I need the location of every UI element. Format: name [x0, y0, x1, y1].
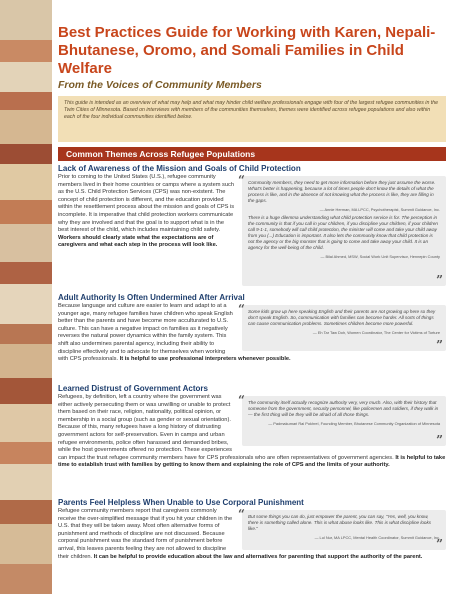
key-takeaway: Workers should clearly state what the expectations are of caregivers and what each step in the process will look like. [58, 234, 218, 249]
section-corporal-punishment [58, 498, 446, 561]
quote-text: Some kids grow up here speaking English and their parents are not growing up here so they don't speak English. So, communication with families can become harder. All sorts of things can cause communication problems. Sometimes children become more powerful. [248, 309, 436, 326]
section-heading: Adult Authority Is Often Undermined After Arrival [58, 293, 245, 302]
quote-box [238, 302, 446, 352]
open-quote-icon: “ [238, 393, 245, 407]
body-text: Refugee community members report that caregivers commonly receive the over-simplified message that if you hit your children in the U.S. that they will be taken away. Most often alternative forms of punishment and methods of discipline are not discussed. Because corporal punishment was the standard form of punishment before arrival, this leaves parents feeling they are not allowed to discipline their children. [58, 508, 233, 560]
key-takeaway: It is helpful to use professional interpreters whenever possible. [119, 356, 291, 363]
intro-box: This guide is intended as an overview of what may help and what may hinder child welfare professionals engage with four of the largest refugee communities in the Twin Cities of Minnesota. Based on interviews with members of the communities themselves, themes were identified across refugee populations and also within each of the four individual communities identified below. [58, 96, 446, 142]
open-quote-icon: “ [238, 173, 245, 187]
section-heading: Learned Distrust of Government Actors [58, 384, 208, 393]
quote-box [238, 393, 446, 447]
section-heading: Parents Feel Helpless When Unable to Use Corporal Punishment [58, 498, 304, 507]
section-awareness [58, 164, 446, 288]
section-distrust [58, 384, 446, 470]
close-quote-icon: ” [436, 537, 443, 551]
key-takeaway: It can be helpful to provide education about the law and alternatives for parenting that support the authority of the parent. [93, 553, 423, 560]
quote-attribution: — Padmakumari Rai Pokhrel, Founding Member, Bhutanese Community Organization of Minnesota [268, 421, 440, 426]
open-quote-icon: “ [238, 302, 245, 316]
page-subtitle: From the Voices of Community Members [58, 79, 262, 91]
quote-text: The community itself actually recognize authority very, very much. Also, with their history that someone from the government, security personnel, like policemen and soldiers, if they walk in — the first thing will be they will be afraid of all those things. [248, 400, 439, 417]
close-quote-icon: ” [436, 433, 443, 447]
close-quote-icon: ” [436, 273, 443, 287]
key-takeaway: It is helpful to take time to establish trust with families by getting to know them and explaining the role of CPS and the limits of your authority. [58, 454, 446, 469]
open-quote-icon: “ [238, 507, 245, 521]
decorative-stripe-band [0, 0, 52, 594]
page-content [58, 0, 446, 594]
quote-attribution: — Lul Nur, MA LPCC, Mental Health Coordinator, Summit Guidance, Inc. [314, 535, 440, 540]
quote-attribution: — Annie Herman, MA LPCC, Psychotherapist, Summit Guidance, Inc. [319, 207, 440, 212]
quote-box [238, 507, 446, 551]
section-heading: Lack of Awareness of the Mission and Goals of Child Protection [58, 164, 301, 173]
section-banner: Common Themes Across Refugee Populations [58, 147, 446, 161]
page-title: Best Practices Guide for Working with Karen, Nepali-Bhutanese, Oromo, and Somali Families in Child Welfare [58, 24, 436, 77]
quote-text: There is a huge dilemma understanding what child protection service is for. The perception in the community is that if you call in your children, if you discipline your children, if your children call 9-1-1, somebody will call child protection, the minister will come and take your child away from you (...) Education is important. It also lets the community know that child protection is not the agency or the big monster that is going to come and take away your child. It is an agency for the well-being of the child. [248, 215, 438, 250]
close-quote-icon: ” [436, 338, 443, 352]
body-text: Refugees, by definition, left a country where the government was either actively persecuting them or was unwilling or unable to protect them based on their race, religion, nationality, political opinion, or membership in a social group (such as gender or sexual orientation). Because of this, many refugees have a long history of distrusting government actors for self-preservation. Even in camps and urban refugee environments, police often harassed and demanded bribes, while the host governments offered no protection. These experiences can impact the trust refugee community members have for CPS professionals who are often representatives of government agencies. [58, 394, 394, 461]
quote-text: But some things you can do, just empower the parent, you can say, "Yes, well, you know, there is something called alone. This is what abuse looks like. This is what discipline looks like." [248, 514, 432, 531]
body-text: Prior to coming to the United States (U.S.), refugee community members lived in their home countries or camps where a system such as the U.S. Child Protection Services (CPS) was non-existent. The concept of child protection is different, and the education provided within the resettlement process about the mission and goals of CPS is incomplete. It is imperative that child protection workers communicate why they are involved and that the goal is to support what is in the best interest of the child, which includes maintaining child safety. [58, 174, 235, 234]
section-authority [58, 293, 446, 364]
quote-text: Community members, they need to get more information before they just assume the worse. What's better is happening, because a lot of times people don't know the details of what the process is like, and in the absence of not knowing what the process is like, they are filling in the gaps. [248, 180, 436, 203]
body-text: Because language and culture are easier to learn and adapt to at a younger age, many refugee families have children who speak English better than the parents and have become more acculturated to U.S. culture. This can have a negative impact on families as it negatively reverses the natural power dynamics within the family system. This shift also undermines parental agency, including their ability to discipline effectively and to advocate for themselves when working with CPS professionals. [58, 303, 233, 363]
quote-box [238, 173, 446, 287]
quote-attribution: — Bilal Ahmed, MSW, Social Work Unit Supervisor, Hennepin County [320, 254, 440, 259]
quote-attribution: — Eh Tar Taw Doh, Women Coordinator, The Center for Victims of Torture [312, 330, 440, 335]
